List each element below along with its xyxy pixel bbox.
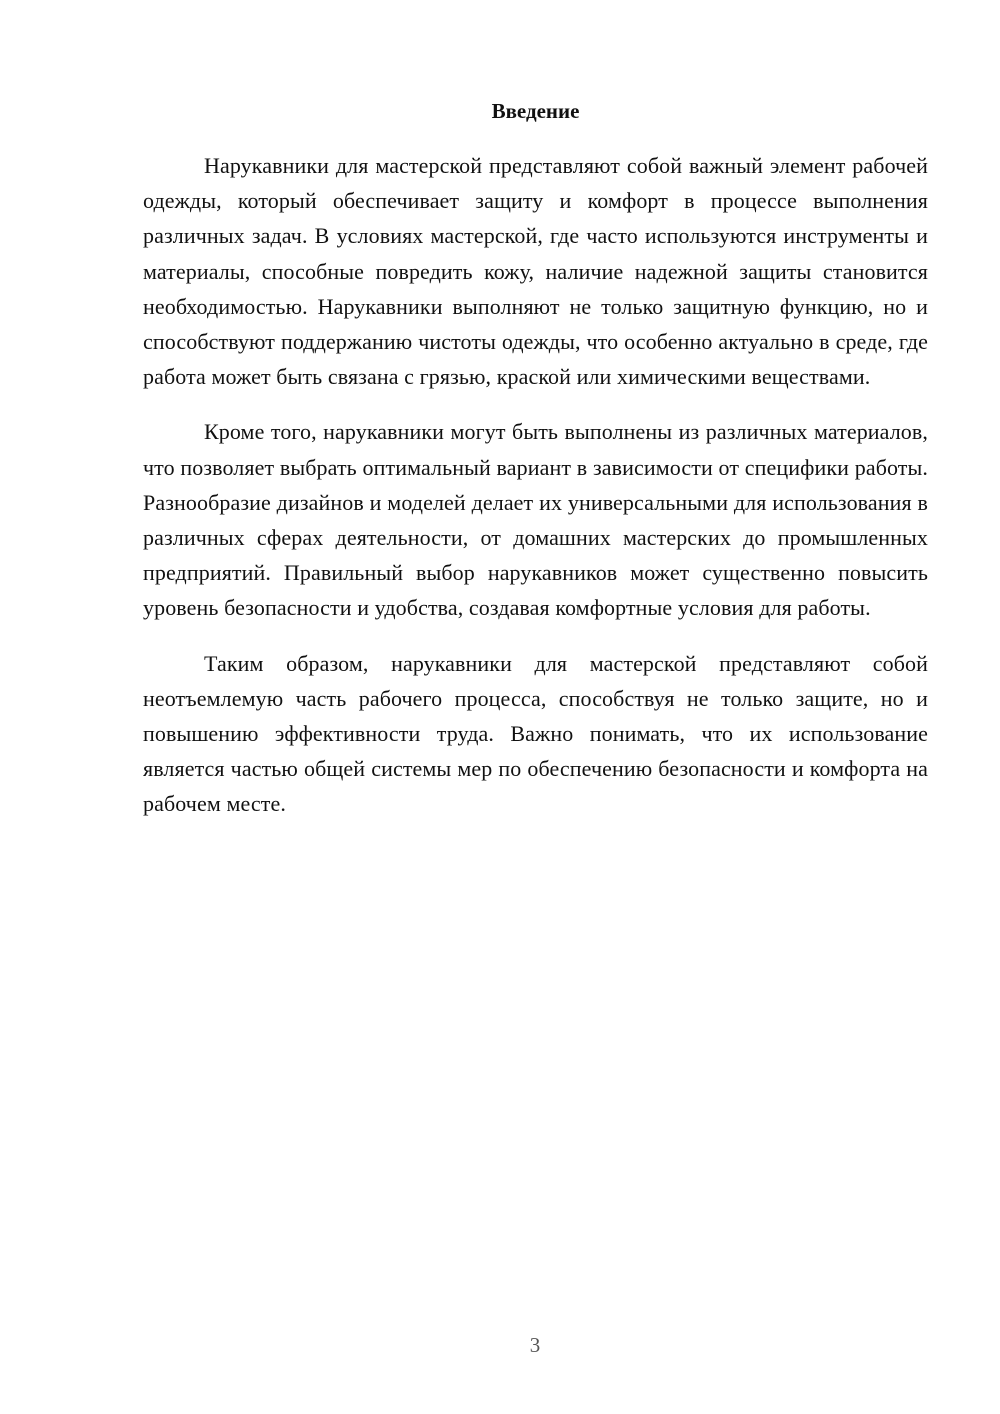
document-body [143,96,928,842]
page-number: 3 [529,1333,541,1357]
paragraph-1: Нарукавники для мастерской представляют собой важный элемент рабочей одежды, который обеспечивает защиту и комфорт в процессе выполнения различных задач. В условиях мастерской, где часто используются инструменты и материалы, способные повредить кожу, наличие надежной защиты становится необходимостью. Нарукавники выполняют не только защитную функцию, но и способствуют поддержанию чистоты одежды, что особенно актуально в среде, где работа может быть связана с грязью, краской или химическими веществами. [143,153,928,390]
section-title: Введение [491,99,580,123]
paragraph-3: Таким образом, нарукавники для мастерской представляют собой неотъемлемую часть рабочего процесса, способствуя не только защите, но и повышению эффективности труда. Важно понимать, что их использование является частью общей системы мер по обеспечению безопасности и комфорта на рабочем месте. [143,650,928,817]
paragraph-2: Кроме того, нарукавники могут быть выполнены из различных материалов, что позволяет выбрать оптимальный вариант в зависимости от специфики работы. Разнообразие дизайнов и моделей делает их универсальными для использования в различных сферах деятельности, от домашних мастерских до промышленных предприятий. Правильный выбор нарукавников может существенно повысить уровень безопасности и удобства, создавая комфортные условия для работы. [143,419,928,621]
